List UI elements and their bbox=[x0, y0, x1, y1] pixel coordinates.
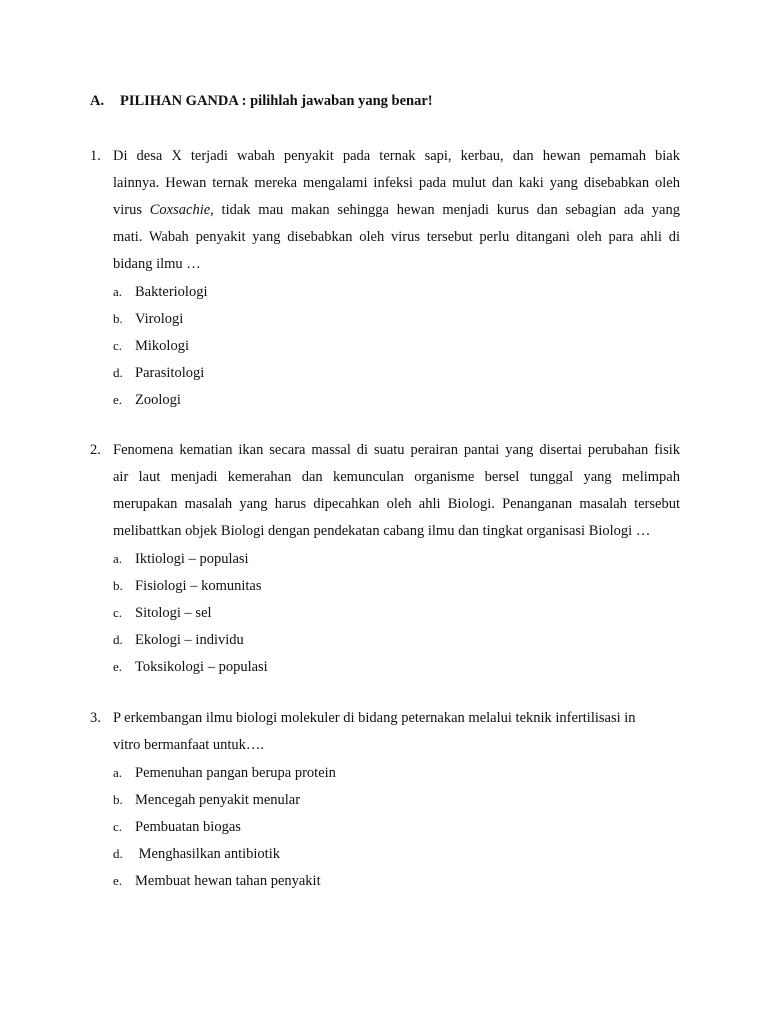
option-letter: c. bbox=[113, 338, 123, 353]
answer-option-c[interactable] bbox=[113, 599, 680, 626]
question-line-italic: Coxsachie, bbox=[149, 202, 214, 218]
answer-option-b[interactable] bbox=[113, 305, 680, 332]
section-title: PILIHAN GANDA : pilihlah jawaban yang benar! bbox=[120, 93, 433, 109]
option-letter: a. bbox=[113, 765, 123, 780]
option-text: Pemenuhan pangan berupa protein bbox=[135, 765, 336, 781]
option-letter: d. bbox=[113, 846, 123, 861]
section-heading bbox=[90, 93, 433, 110]
question-number: 2. bbox=[90, 442, 101, 458]
option-text: Iktiologi – populasi bbox=[135, 551, 249, 567]
option-letter: c. bbox=[113, 605, 123, 620]
question-line: merupakan masalah yang harus dipecahkan oleh ahli Biologi. Penanganan masalah tersebut bbox=[113, 496, 680, 512]
option-letter: a. bbox=[113, 551, 123, 566]
option-text: Parasitologi bbox=[135, 365, 205, 381]
option-text: Mikologi bbox=[135, 338, 189, 354]
question-line-post: tidak mau makan sehingga hewan menjadi kurus dan sebagian ada yang bbox=[213, 202, 680, 218]
option-text: Mencegah penyakit menular bbox=[135, 792, 301, 808]
option-text: Pembuatan biogas bbox=[135, 819, 241, 835]
option-text: Membuat hewan tahan penyakit bbox=[135, 873, 321, 889]
answer-option-e[interactable] bbox=[113, 653, 680, 680]
answer-options bbox=[90, 278, 680, 413]
section-letter: A. bbox=[90, 93, 105, 109]
answer-options bbox=[90, 759, 680, 894]
question-line: lainnya. Hewan ternak mereka mengalami infeksi pada mulut dan kaki yang disebabkan oleh bbox=[113, 175, 680, 191]
answer-option-e[interactable] bbox=[113, 386, 680, 413]
answer-option-b[interactable] bbox=[113, 786, 680, 813]
answer-option-b[interactable] bbox=[113, 572, 680, 599]
question-text bbox=[113, 143, 680, 278]
option-letter: d. bbox=[113, 365, 123, 380]
question-line: air laut menjadi kemerahan dan kemunculan organisme bersel tunggal yang melimpah bbox=[113, 469, 680, 485]
option-letter: e. bbox=[113, 659, 123, 674]
option-text: Zoologi bbox=[135, 392, 181, 408]
answer-options bbox=[90, 545, 680, 680]
option-letter: b. bbox=[113, 792, 123, 807]
question-number: 3. bbox=[90, 710, 101, 726]
question-line: P erkembangan ilmu biologi molekuler di bidang peternakan melalui teknik infertilisasi in bbox=[113, 710, 636, 726]
option-letter: c. bbox=[113, 819, 123, 834]
answer-option-d[interactable] bbox=[113, 840, 680, 867]
option-text: Bakteriologi bbox=[135, 284, 208, 300]
question-line: bidang ilmu … bbox=[113, 256, 201, 272]
option-text: Virologi bbox=[135, 311, 184, 327]
question-text bbox=[113, 705, 680, 759]
option-letter: a. bbox=[113, 284, 123, 299]
answer-option-d[interactable] bbox=[113, 359, 680, 386]
question-line: vitro bermanfaat untuk…. bbox=[113, 737, 264, 753]
option-letter: b. bbox=[113, 311, 123, 326]
answer-option-a[interactable] bbox=[113, 278, 680, 305]
question-line bbox=[113, 197, 680, 224]
option-letter: e. bbox=[113, 873, 123, 888]
question-1 bbox=[90, 143, 680, 413]
option-letter: b. bbox=[113, 578, 123, 593]
question-line-pre: virus bbox=[113, 202, 150, 218]
answer-option-d[interactable] bbox=[113, 626, 680, 653]
question-line: melibattkan objek Biologi dengan pendekatan cabang ilmu dan tingkat organisasi Biologi … bbox=[113, 523, 651, 539]
answer-option-a[interactable] bbox=[113, 545, 680, 572]
option-text: Toksikologi – populasi bbox=[135, 659, 268, 675]
answer-option-a[interactable] bbox=[113, 759, 680, 786]
question-line: Fenomena kematian ikan secara massal di suatu perairan pantai yang disertai perubahan fisik bbox=[113, 442, 680, 458]
option-text: Menghasilkan antibiotik bbox=[135, 846, 280, 862]
question-2 bbox=[90, 437, 680, 680]
option-text: Fisiologi – komunitas bbox=[135, 578, 262, 594]
answer-option-c[interactable] bbox=[113, 332, 680, 359]
answer-option-c[interactable] bbox=[113, 813, 680, 840]
question-line: Di desa X terjadi wabah penyakit pada ternak sapi, kerbau, dan hewan pemamah biak bbox=[113, 148, 680, 164]
question-3 bbox=[90, 705, 680, 894]
question-number: 1. bbox=[90, 148, 101, 164]
option-letter: d. bbox=[113, 632, 123, 647]
option-letter: e. bbox=[113, 392, 123, 407]
option-text: Sitologi – sel bbox=[135, 605, 212, 621]
question-text bbox=[113, 437, 680, 545]
answer-option-e[interactable] bbox=[113, 867, 680, 894]
question-line: mati. Wabah penyakit yang disebabkan oleh virus tersebut perlu ditangani oleh para ahli di bbox=[113, 229, 680, 245]
option-text: Ekologi – individu bbox=[135, 632, 244, 648]
